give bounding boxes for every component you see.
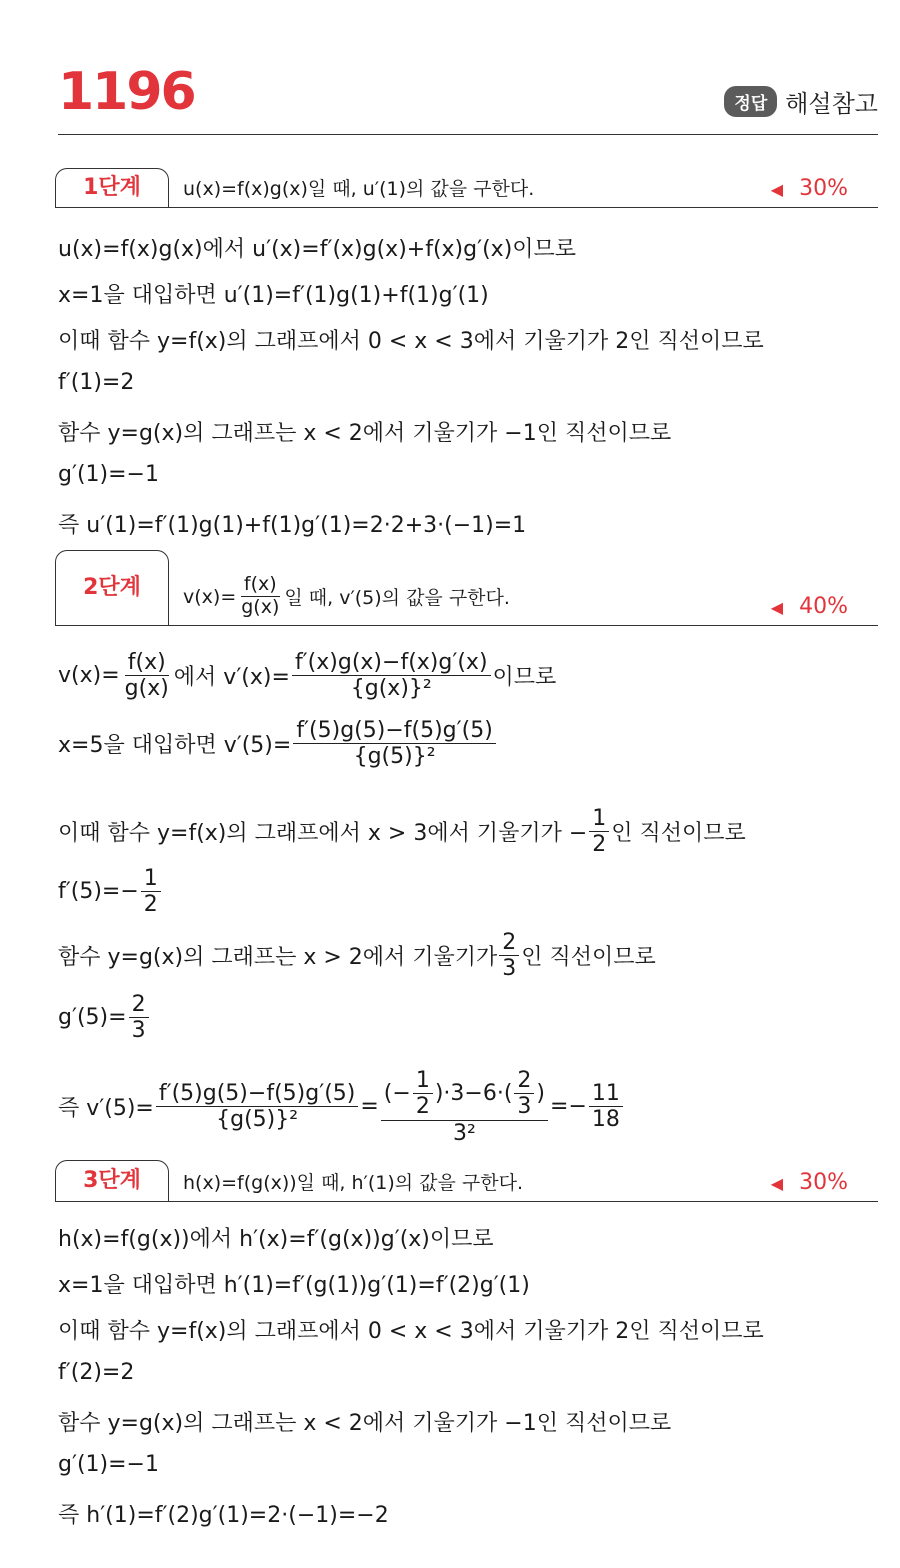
stage-3-line: h(x)=f(g(x))에서 h′(x)=f′(g(x))g′(x)이므로: [58, 1227, 494, 1252]
stage-1-line: 함수 y=g(x)의 그래프는 x < 2에서 기울기가 −1인 직선이므로: [58, 421, 672, 446]
stage-2-label: 2단계: [55, 550, 169, 625]
stage-2-line: x=5을 대입하면 v′(5)= $\frac{f'(5)g(5)-f(5)g'(5)}{\text{\{g(5)\}²}}$: [58, 718, 498, 770]
stage-2-line: 즉 v′(5)= $\frac{f'(5)g(5)-f(5)g'(5)}{\text{\{g(5)\}²}}$ = (− $\frac{1}{2}$ )·3−6·( $\frac{2}{3}$ ) 3² =− $\frac{11}{18}$: [58, 1068, 625, 1146]
stage-1-label: 1단계: [55, 168, 169, 207]
left-triangle-icon: ◀: [770, 598, 784, 617]
header-divider: [58, 134, 878, 135]
stage-3-line: 즉 h′(1)=f′(2)g′(1)=2·(−1)=−2: [58, 1503, 389, 1528]
stage-2-percent: ◀ 40%: [770, 594, 848, 619]
answer-label: [724, 84, 878, 119]
stage-3-line: 이때 함수 y=f(x)의 그래프에서 0 < x < 3에서 기울기가 2인 직선이므로: [58, 1319, 764, 1344]
problem-number: 1196: [58, 62, 195, 122]
stage-2-line: f′(5)=− $\frac{1}{2}$: [58, 866, 163, 918]
stage-1-percent: ◀ 30%: [770, 176, 848, 201]
stage-3-percent: ◀ 30%: [770, 1170, 848, 1195]
left-triangle-icon: ◀: [770, 1174, 784, 1193]
stage-2-line: 이때 함수 y=f(x)의 그래프에서 x > 3에서 기울기가 − $\frac{1}{2}$ 인 직선이므로: [58, 806, 746, 858]
stage-2-desc: v(x)= $\frac{f(x)}{g(x)}$ 일 때, v′(5)의 값을 구한다.: [183, 573, 510, 619]
left-triangle-icon: ◀: [770, 180, 784, 199]
stage-2-line: g′(5)= $\frac{2}{3}$: [58, 992, 151, 1044]
stage-3-line: x=1을 대입하면 h′(1)=f′(g(1))g′(1)=f′(2)g′(1): [58, 1273, 530, 1298]
stage-2-line: 함수 y=g(x)의 그래프는 x > 2에서 기울기가 $\frac{2}{3}$ 인 직선이므로: [58, 930, 656, 982]
stage-1-line: f′(1)=2: [58, 370, 135, 395]
stage-1-desc: u(x)=f(x)g(x)일 때, u′(1)의 값을 구한다.: [183, 178, 535, 200]
stage-3-desc: h(x)=f(g(x))일 때, h′(1)의 값을 구한다.: [183, 1172, 524, 1194]
stage-2-header: [55, 550, 878, 626]
stage-3-line: f′(2)=2: [58, 1360, 135, 1385]
stage-1-line: u(x)=f(x)g(x)에서 u′(x)=f′(x)g(x)+f(x)g′(x)이므로: [58, 237, 577, 262]
stage-1-line: g′(1)=−1: [58, 462, 159, 487]
stage-3-label: 3단계: [55, 1160, 169, 1201]
stage-2-line: v(x)= $\frac{f(x)}{g(x)}$ 에서 v′(x)= $\frac{f'(x)g(x)-f(x)g'(x)}{\text{\{g(x)\}²}}$ 이므로: [58, 650, 557, 702]
stage-1-line: 즉 u′(1)=f′(1)g(1)+f(1)g′(1)=2·2+3·(−1)=1: [58, 513, 527, 538]
stage-3-header: [55, 1160, 878, 1202]
answer-text: 해설참고: [785, 90, 878, 118]
stage-1-line: 이때 함수 y=f(x)의 그래프에서 0 < x < 3에서 기울기가 2인 직선이므로: [58, 329, 764, 354]
answer-badge: 정답: [724, 86, 777, 117]
stage-1-line: x=1을 대입하면 u′(1)=f′(1)g(1)+f(1)g′(1): [58, 283, 489, 308]
stage-3-line: 함수 y=g(x)의 그래프는 x < 2에서 기울기가 −1인 직선이므로: [58, 1411, 672, 1436]
stage-1-header: [55, 168, 878, 208]
stage-3-line: g′(1)=−1: [58, 1452, 159, 1477]
